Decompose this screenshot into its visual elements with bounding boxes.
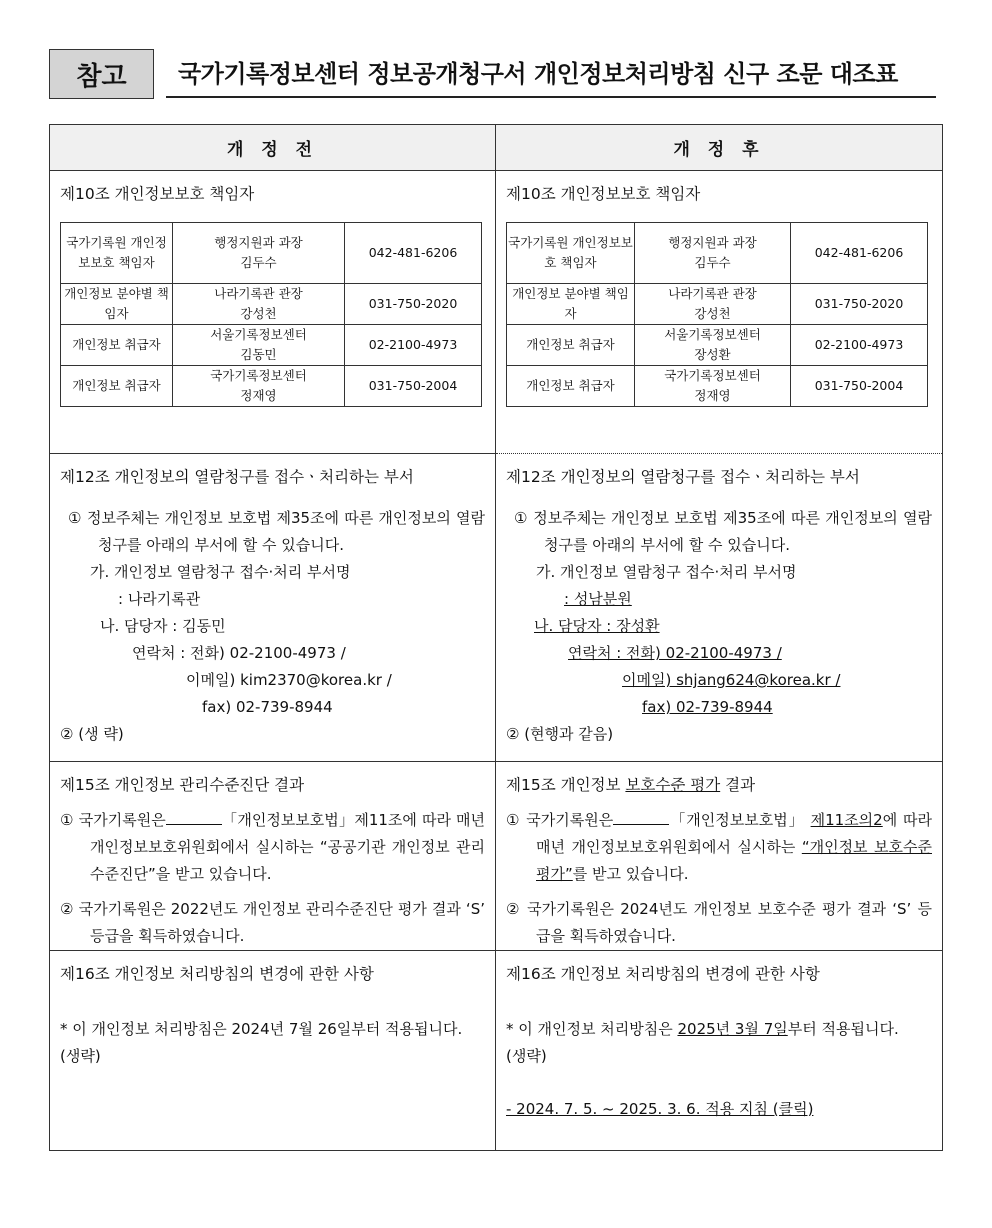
officer-person: 국가기록정보센터 정재영 [635, 366, 791, 407]
officer-role: 국가기록원 개인정보보호 책임자 [61, 223, 173, 284]
art10-before-cell [50, 171, 496, 454]
art15-item2-before: ② 국가기록원은 2022년도 개인정보 관리수준진단 평가 결과 ‘S’ 등급을 획득하였습니다. [60, 900, 485, 945]
officer-table-before [60, 222, 482, 407]
officer-phone: 02-2100-4973 [345, 325, 482, 366]
art12-item2-before: ② (생 략) [60, 725, 124, 743]
art12-title-after: 제12조 개인정보의 열람청구를 접수ㆍ처리하는 부서 [506, 468, 860, 486]
art16-note-before: * 이 개인정보 처리방침은 2024년 7월 26일부터 적용됩니다. [60, 1020, 463, 1038]
art10-after-cell [496, 171, 943, 454]
officer-person: 행정지원과 과장 김두수 [635, 223, 791, 284]
art12-email-before: 이메일) kim2370@korea.kr / [186, 671, 392, 689]
comparison-table [49, 124, 943, 1151]
officer-person: 나라기록관 관장 강성천 [635, 284, 791, 325]
officer-phone: 031-750-2004 [791, 366, 928, 407]
art12-item1-before: ① 정보주체는 개인정보 보호법 제35조에 따른 개인정보의 열람 청구를 아래의 부서에 할 수 있습니다. [68, 509, 485, 554]
art12-fax-after: fax) 02-739-8944 [642, 698, 773, 716]
officer-role: 개인정보 취급자 [61, 325, 173, 366]
art12-after-cell [496, 454, 943, 762]
reference-badge: 참고 [49, 49, 154, 99]
officer-table-after [506, 222, 928, 407]
art15-title-after: 제15조 개인정보 보호수준 평가 결과 [506, 776, 756, 794]
art16-note-after: * 이 개인정보 처리방침은 2025년 3월 7일부터 적용됩니다. [506, 1020, 899, 1038]
art12-ga-after: 가. 개인정보 열람청구 접수·처리 부서명 [536, 563, 797, 581]
art16-title-after: 제16조 개인정보 처리방침의 변경에 관한 사항 [506, 965, 820, 983]
art16-title-before: 제16조 개인정보 처리방침의 변경에 관한 사항 [60, 965, 374, 983]
art12-before-cell [50, 454, 496, 762]
art15-item2-after: ② 국가기록원은 2024년도 개인정보 보호수준 평가 결과 ‘S’ 등급을 획득하였습니다. [506, 900, 932, 945]
art16-before-cell [50, 951, 496, 1151]
column-header-after: 개 정 후 [496, 125, 943, 171]
art12-ga-before: 가. 개인정보 열람청구 접수·처리 부서명 [90, 563, 351, 581]
officer-person: 행정지원과 과장 김두수 [173, 223, 345, 284]
document-title: 국가기록정보센터 정보공개청구서 개인정보처리방침 신구 조문 대조표 [166, 52, 936, 98]
officer-phone: 031-750-2004 [345, 366, 482, 407]
art10-title-after: 제10조 개인정보보호 책임자 [506, 185, 701, 203]
officer-phone: 031-750-2020 [791, 284, 928, 325]
column-header-before: 개 정 전 [50, 125, 496, 171]
officer-role: 개인정보 취급자 [507, 366, 635, 407]
art12-phone-after: 연락처 : 전화) 02-2100-4973 / [568, 644, 782, 662]
art15-after-cell [496, 762, 943, 951]
art15-title-before: 제15조 개인정보 관리수준진단 결과 [60, 776, 305, 794]
officer-person: 서울기록정보센터 김동민 [173, 325, 345, 366]
officer-person: 국가기록정보센터 정재영 [173, 366, 345, 407]
art12-dept-after: : 성남분원 [564, 590, 632, 608]
officer-role: 개인정보 취급자 [61, 366, 173, 407]
officer-phone: 02-2100-4973 [791, 325, 928, 366]
art16-after-cell [496, 951, 943, 1151]
art16-omit-after: (생략) [506, 1047, 547, 1065]
officer-role: 개인정보 취급자 [507, 325, 635, 366]
art10-title-before: 제10조 개인정보보호 책임자 [60, 185, 255, 203]
officer-role: 개인정보 분야별 책임자 [61, 284, 173, 325]
officer-person: 서울기록정보센터 장성환 [635, 325, 791, 366]
officer-person: 나라기록관 관장 강성천 [173, 284, 345, 325]
art12-item2-after: ② (현행과 같음) [506, 725, 614, 743]
art12-fax-before: fax) 02-739-8944 [202, 698, 333, 716]
officer-phone: 042-481-6206 [791, 223, 928, 284]
art12-item1-after: ① 정보주체는 개인정보 보호법 제35조에 따른 개인정보의 열람 청구를 아래의 부서에 할 수 있습니다. [514, 509, 932, 554]
art15-item1-before: ① 국가기록원은 「개인정보보호법」제11조에 따라 매년 개인정보보호위원회에서 실시하는 “공공기관 개인정보 관리수준진단”을 받고 있습니다. [60, 807, 485, 888]
art12-email-after: 이메일) shjang624@korea.kr / [622, 671, 841, 689]
art12-dept-before: : 나라기록관 [118, 590, 201, 608]
legacy-policy-link[interactable]: - 2024. 7. 5. ~ 2025. 3. 6. 적용 지침 (클릭) [506, 1100, 814, 1118]
officer-role: 국가기록원 개인정보보호 책임자 [507, 223, 635, 284]
art12-title-before: 제12조 개인정보의 열람청구를 접수ㆍ처리하는 부서 [60, 468, 414, 486]
art16-omit-before: (생략) [60, 1047, 101, 1065]
art15-before-cell [50, 762, 496, 951]
art15-item1-after: ① 국가기록원은 「개인정보보호법」 제11조의2에 따라 매년 개인정보보호위원회에서 실시하는 “개인정보 보호수준 평가”를 받고 있습니다. [506, 807, 932, 888]
art12-contact-before: 나. 담당자 : 김동민 [100, 617, 226, 635]
art12-phone-before: 연락처 : 전화) 02-2100-4973 / [132, 644, 346, 662]
officer-phone: 042-481-6206 [345, 223, 482, 284]
art12-contact-after: 나. 담당자 : 장성환 [534, 617, 660, 635]
officer-phone: 031-750-2020 [345, 284, 482, 325]
officer-role: 개인정보 분야별 책임자 [507, 284, 635, 325]
